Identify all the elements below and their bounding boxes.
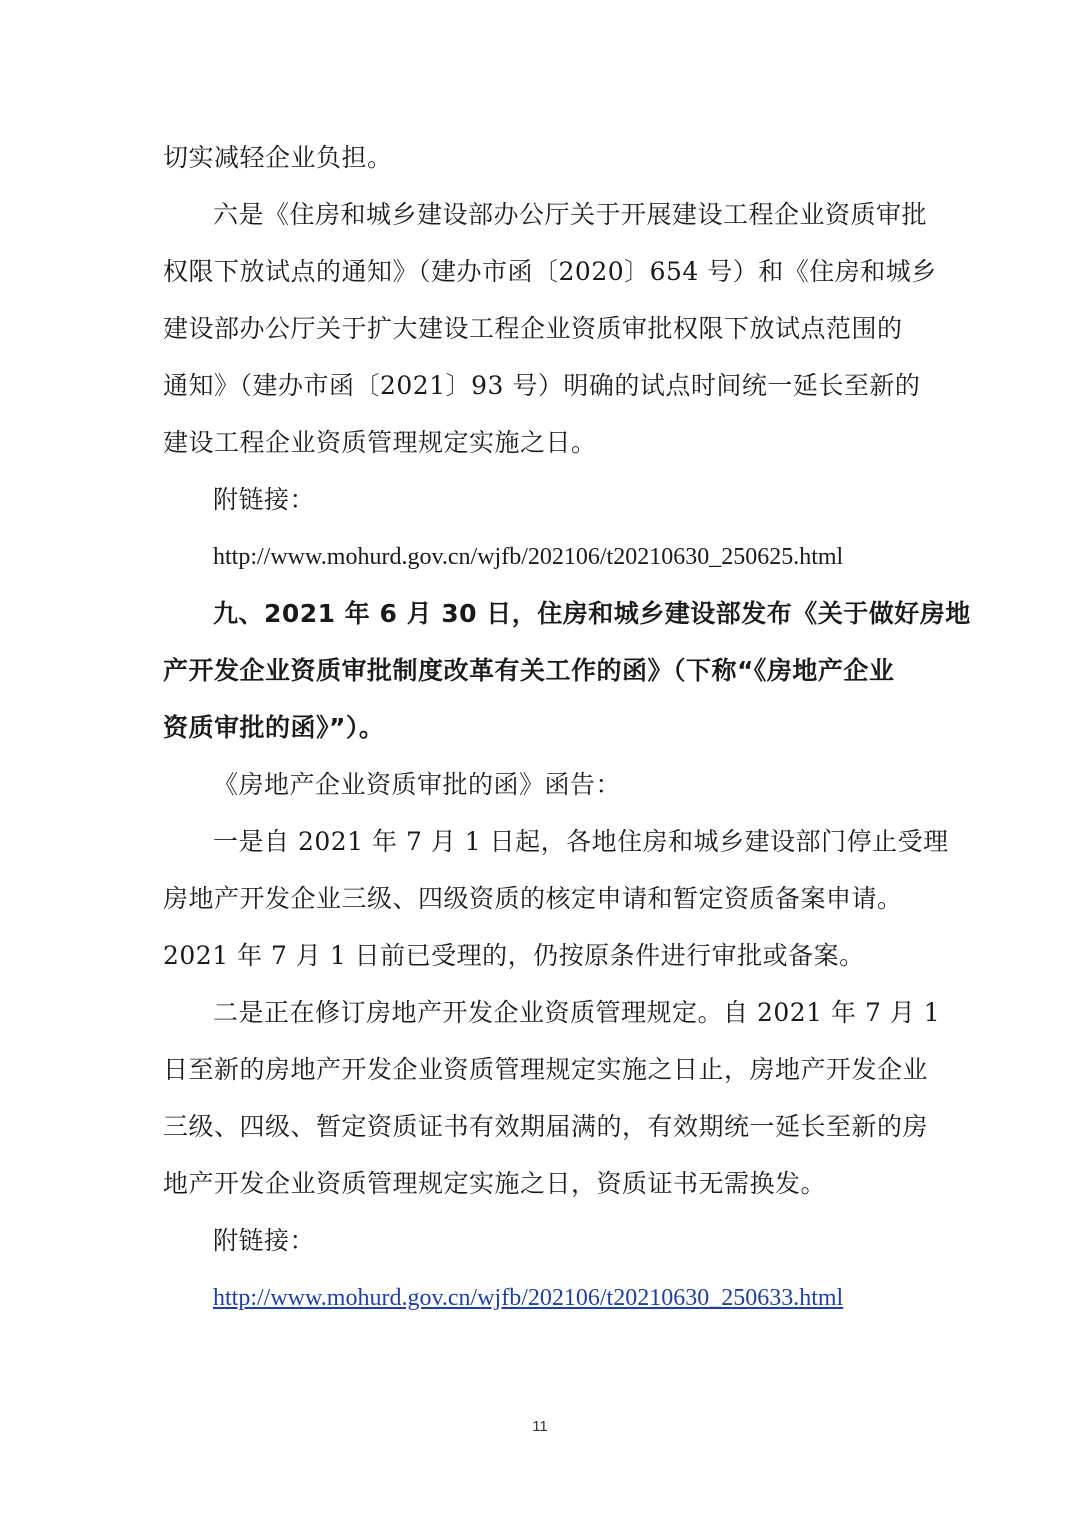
section-heading-line: 资质审批的函》”）。 (163, 713, 385, 742)
hyperlink[interactable]: http://www.mohurd.gov.cn/wjfb/202106/t20210630_250633.html (213, 1285, 844, 1311)
page-number: 11 (532, 1418, 548, 1435)
paragraph-line: 六是《住房和城乡建设部办公厅关于开展建设工程企业资质审批 (213, 200, 928, 229)
attachment-label: 附链接： (213, 485, 316, 514)
link-text: http://www.mohurd.gov.cn/wjfb/202106/t20210630_250625.html (213, 544, 844, 570)
section-heading-line: 产开发企业资质审批制度改革有关工作的函》（下称“《房地产企业 (163, 656, 895, 685)
paragraph-line: 建设部办公厅关于扩大建设工程企业资质审批权限下放试点范围的 (163, 314, 903, 343)
attachment-label: 附链接： (213, 1226, 316, 1255)
paragraph-line: 房地产开发企业三级、四级资质的核定申请和暂定资质备案申请。 (163, 884, 903, 913)
paragraph-line: 通知》（建办市函〔2021〕93 号）明确的试点时间统一延长至新的 (163, 371, 921, 400)
section-heading-line: 九、2021 年 6 月 30 日，住房和城乡建设部发布《关于做好房地 (213, 599, 971, 628)
paragraph-line: 三级、四级、暂定资质证书有效期届满的，有效期统一延长至新的房 (163, 1112, 929, 1141)
paragraph-line: 建设工程企业资质管理规定实施之日。 (163, 428, 597, 457)
paragraph-line: 2021 年 7 月 1 日前已受理的，仍按原条件进行审批或备案。 (163, 941, 865, 970)
paragraph-line: 二是正在修订房地产开发企业资质管理规定。自 2021 年 7 月 1 (213, 998, 941, 1027)
paragraph-line: 切实减轻企业负担。 (163, 143, 393, 172)
paragraph-line: 一是自 2021 年 7 月 1 日起，各地住房和城乡建设部门停止受理 (213, 827, 949, 856)
paragraph-line: 日至新的房地产开发企业资质管理规定实施之日止，房地产开发企业 (163, 1055, 929, 1084)
paragraph-line: 权限下放试点的通知》（建办市函〔2020〕654 号）和《住房和城乡 (163, 257, 937, 286)
paragraph-line: 《房地产企业资质审批的函》函告： (213, 770, 622, 799)
paragraph-line: 地产开发企业资质管理规定实施之日，资质证书无需换发。 (163, 1169, 827, 1198)
